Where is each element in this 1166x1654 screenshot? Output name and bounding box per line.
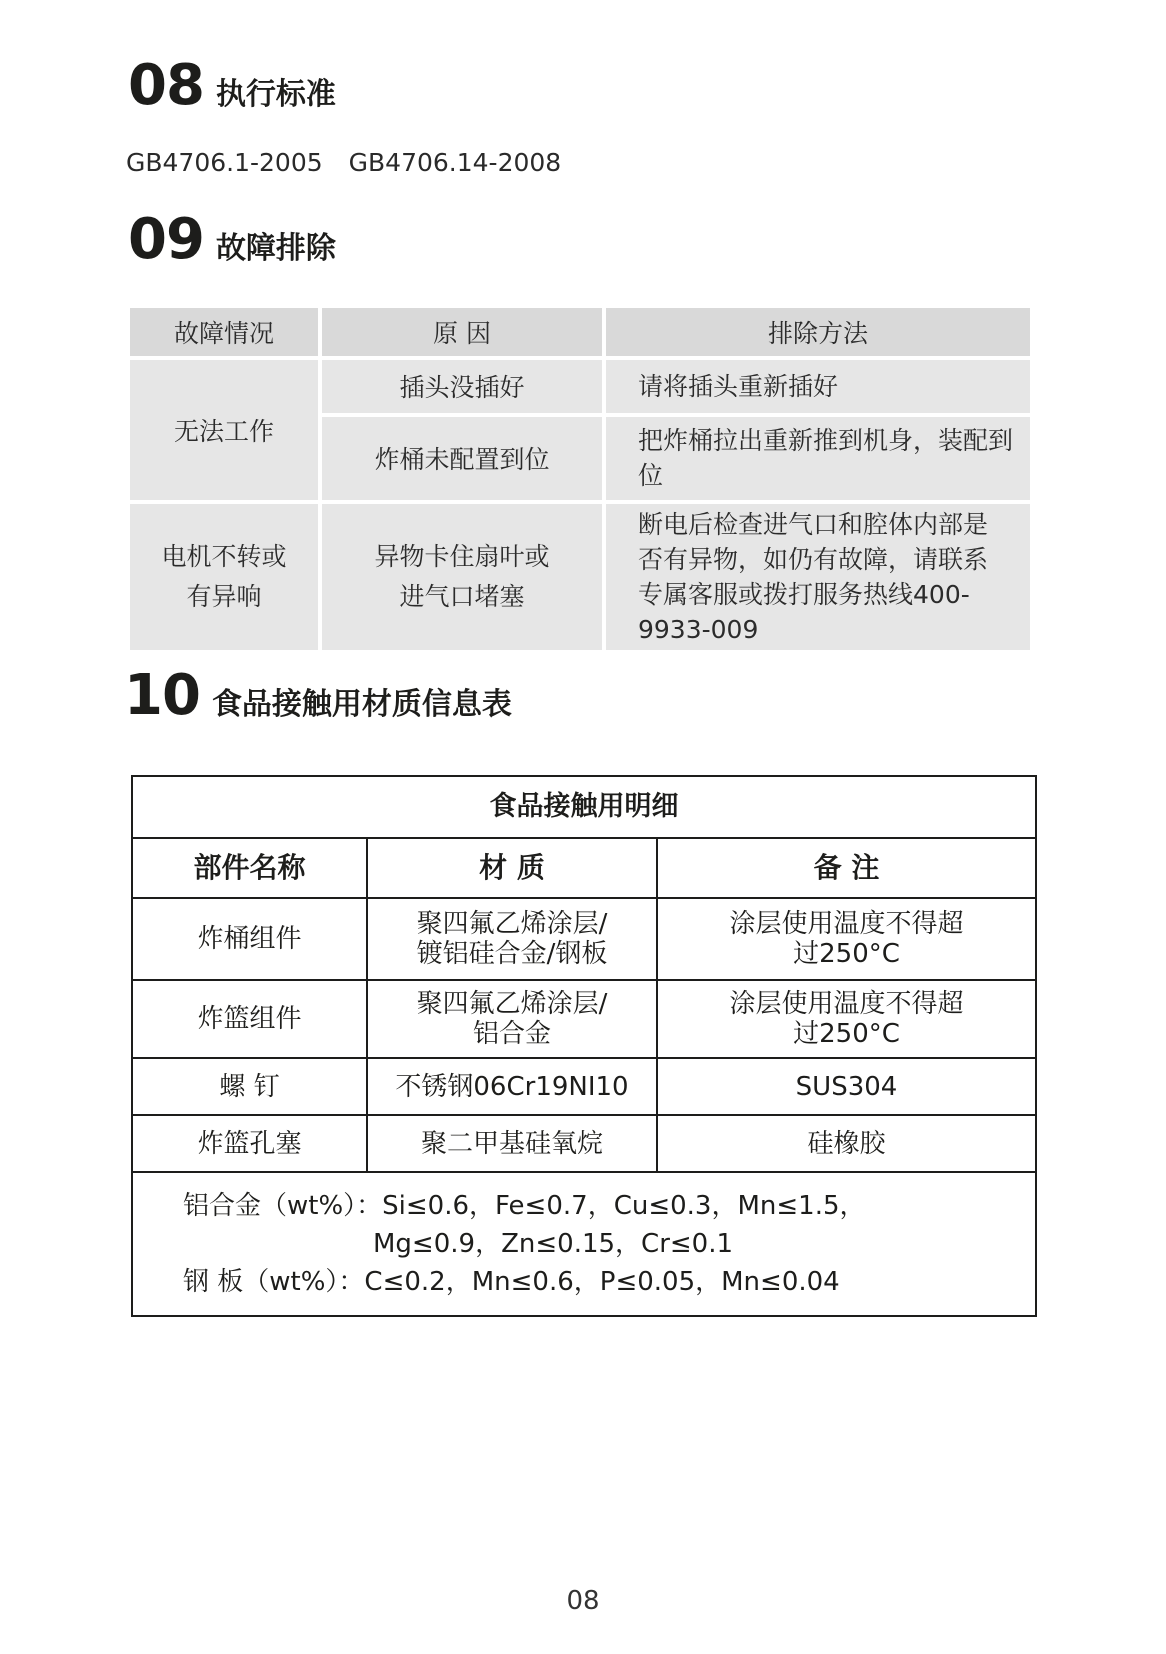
composition-notes (132, 1172, 1036, 1316)
composition-notes-row (132, 1172, 1036, 1316)
aluminum-alloy-line: 铝合金（wt%）：Si≤0.6，Fe≤0.7，Cu≤0.3，Mn≤1.5， (183, 1191, 866, 1221)
page-number: 08 (566, 1586, 600, 1616)
table-header-row (132, 838, 1036, 898)
header-cell: 备 注 (657, 838, 1036, 898)
standard-code: GB4706.1-2005 (126, 148, 323, 177)
standard-code: GB4706.14-2008 (348, 148, 562, 177)
table-row (132, 1115, 1036, 1172)
situation-cell: 无法工作 (130, 360, 318, 500)
part-cell: 炸篮孔塞 (132, 1115, 367, 1172)
troubleshooting-table (126, 304, 1034, 654)
aluminum-alloy-line-cont: Mg≤0.9，Zn≤0.15，Cr≤0.1 (373, 1229, 734, 1259)
steel-plate-line: 钢 板（wt%）：C≤0.2，Mn≤0.6，P≤0.05，Mn≤0.04 (183, 1267, 840, 1297)
table-row (130, 504, 1030, 650)
section-number: 09 (128, 207, 204, 272)
table-caption: 食品接触用明细 (132, 776, 1036, 838)
fix-cell: 断电后检查进气口和腔体内部是否有异物，如仍有故障，请联系专属客服或拨打服务热线400-9933-009 (606, 504, 1030, 650)
section-title: 执行标准 (215, 77, 336, 112)
material-cell: 不锈钢06Cr19NI10 (367, 1058, 657, 1115)
header-cell: 故障情况 (130, 308, 318, 356)
material-cell: 聚四氟乙烯涂层/镀铝硅合金/钢板 (367, 898, 657, 980)
cause-cell: 炸桶未配置到位 (322, 417, 602, 500)
situation-cell: 电机不转或有异响 (130, 504, 318, 650)
section-09-heading (128, 207, 336, 272)
section-08-heading (128, 53, 336, 118)
note-cell: 涂层使用温度不得超过250°C (657, 980, 1036, 1058)
fix-cell: 把炸桶拉出重新推到机身，装配到位 (606, 417, 1030, 500)
standards-line (126, 148, 587, 177)
table-row (130, 360, 1030, 413)
table-row (132, 980, 1036, 1058)
table-caption-row (132, 776, 1036, 838)
material-cell: 聚二甲基硅氧烷 (367, 1115, 657, 1172)
fix-cell: 请将插头重新插好 (606, 360, 1030, 413)
header-cell: 材 质 (367, 838, 657, 898)
section-title: 食品接触用材质信息表 (211, 687, 512, 722)
part-cell: 螺 钉 (132, 1058, 367, 1115)
header-cell: 部件名称 (132, 838, 367, 898)
table-row (132, 898, 1036, 980)
note-cell: 硅橡胶 (657, 1115, 1036, 1172)
section-number: 08 (128, 53, 204, 118)
material-table (131, 775, 1037, 1317)
section-10-heading (124, 663, 512, 728)
note-cell: SUS304 (657, 1058, 1036, 1115)
header-cell: 原 因 (322, 308, 602, 356)
section-number: 10 (124, 663, 200, 728)
header-cell: 排除方法 (606, 308, 1030, 356)
cause-cell: 插头没插好 (322, 360, 602, 413)
note-cell: 涂层使用温度不得超过250°C (657, 898, 1036, 980)
part-cell: 炸篮组件 (132, 980, 367, 1058)
cause-cell: 异物卡住扇叶或进气口堵塞 (322, 504, 602, 650)
part-cell: 炸桶组件 (132, 898, 367, 980)
table-header-row (130, 308, 1030, 356)
section-title: 故障排除 (215, 231, 336, 266)
table-row (132, 1058, 1036, 1115)
material-cell: 聚四氟乙烯涂层/铝合金 (367, 980, 657, 1058)
